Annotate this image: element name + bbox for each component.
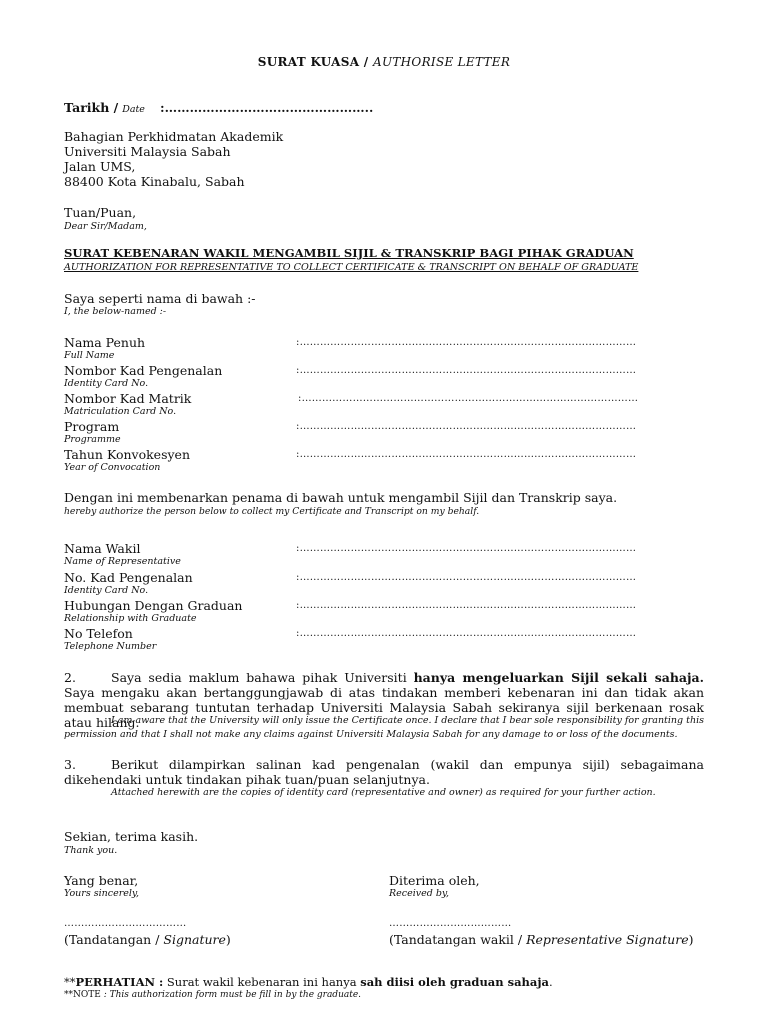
graduate-signature-label — [64, 932, 231, 947]
paragraph-3 — [64, 757, 704, 787]
paragraph-2-en — [64, 714, 704, 742]
paragraph-3-text: Berikut dilampirkan salinan kad pengenalan (wakil dan empunya sijil) sebagaimana dikehendaki untuk tindakan pihak tuan/puan selanjutnya. — [64, 757, 704, 787]
field-label-ic-number: Nombor Kad Pengenalan — [64, 363, 223, 378]
intro-text: Saya seperti nama di bawah :- — [64, 291, 256, 306]
title-bold: SURAT KUASA / — [257, 55, 369, 69]
salutation-en: Dear Sir/Madam, — [64, 221, 147, 232]
intro-text-en: I, the below-named :- — [64, 306, 167, 317]
field-label-convocation-year-en: Year of Convocation — [64, 462, 161, 473]
graduate-signature-label-pre: (Tandatangan / — [64, 932, 160, 947]
field-label-ic-number-en: Identity Card No. — [64, 378, 149, 389]
authorize-statement: Dengan ini membenarkan penama di bawah untuk mengambil Sijil dan Transkrip saya. — [64, 490, 618, 505]
rep-ic-field[interactable]: :……………………………………………………………………………………… — [296, 572, 637, 583]
attention-note-label: PERHATIAN : — [75, 975, 164, 989]
address-line-4: 88400 Kota Kinabalu, Sabah — [64, 174, 245, 189]
letter-heading-en: AUTHORIZATION FOR REPRESENTATIVE TO COLLECT CERTIFICATE & TRANSCRIPT ON BEHALF OF GRADUATE — [64, 262, 639, 273]
address-line-3: Jalan UMS, — [64, 159, 136, 174]
field-label-programme: Program — [64, 419, 120, 434]
ic-number-field[interactable]: :……………………………………………………………………………………… — [296, 365, 637, 376]
attention-note-en — [64, 990, 361, 1000]
representative-signature-label-en: Representative Signature — [526, 932, 689, 947]
paragraph-3-en-text: Attached herewith are the copies of identity card (representative and owner) as required for your further action. — [111, 787, 656, 798]
field-label-telephone: No Telefon — [64, 626, 133, 641]
representative-signature-field[interactable]: ……………………………… — [389, 918, 512, 929]
sign-right-label-en: Received by, — [389, 888, 450, 899]
sign-left-label: Yang benar, — [64, 873, 139, 888]
letter-heading: SURAT KEBENARAN WAKIL MENGAMBIL SIJIL & TRANSKRIP BAGI PIHAK GRADUAN — [64, 246, 634, 260]
full-name-field[interactable]: :……………………………………………………………………………………… — [296, 337, 637, 348]
representative-signature-label — [389, 932, 694, 947]
field-label-rep-ic-en: Identity Card No. — [64, 585, 149, 596]
attention-note-bold: sah diisi oleh graduan sahaja — [360, 975, 549, 989]
representative-signature-label-post: ) — [688, 932, 694, 947]
paragraph-3-en — [64, 786, 704, 800]
telephone-field[interactable]: :……………………………………………………………………………………… — [296, 628, 637, 639]
field-label-relationship: Hubungan Dengan Graduan — [64, 598, 243, 613]
field-label-matric-number: Nombor Kad Matrik — [64, 391, 192, 406]
field-label-full-name-en: Full Name — [64, 350, 115, 361]
closing-text-en: Thank you. — [64, 845, 118, 856]
field-label-programme-en: Programme — [64, 434, 121, 445]
graduate-signature-label-post: ) — [225, 932, 231, 947]
attention-note-pre: Surat wakil kebenaran ini hanya — [163, 975, 361, 989]
rep-name-field[interactable]: :……………………………………………………………………………………… — [296, 543, 637, 554]
graduate-signature-field[interactable]: ……………………………… — [64, 918, 187, 929]
paragraph-2-number: 2. — [64, 670, 76, 685]
attention-note-post: . — [548, 975, 553, 989]
field-label-matric-number-en: Matriculation Card No. — [64, 406, 177, 417]
paragraph-2-en-text: I am aware that the University will only issue the Certificate once. I declare that I bear sole responsibility for granting this permission and that I shall not make any claims against Universiti Malaysia Sabah for any damage to or loss of the documents. — [64, 715, 704, 740]
authorize-statement-en: hereby authorize the person below to collect my Certificate and Transcript on my behalf. — [64, 506, 480, 517]
attention-note-star: ** — [64, 975, 76, 989]
field-label-rep-name-en: Name of Representative — [64, 556, 181, 567]
field-label-full-name: Nama Penuh — [64, 335, 146, 350]
relationship-field[interactable]: :……………………………………………………………………………………… — [296, 600, 637, 611]
letter-title — [0, 55, 768, 69]
attention-note — [64, 975, 553, 989]
graduate-signature-label-en: Signature — [163, 932, 226, 947]
title-italic: AUTHORISE LETTER — [372, 55, 511, 69]
date-dots: :………………………………………….. — [160, 100, 374, 115]
field-label-relationship-en: Relationship with Graduate — [64, 613, 197, 624]
convocation-year-field[interactable]: :……………………………………………………………………………………… — [296, 449, 637, 460]
paragraph-2-text-bold: hanya mengeluarkan Sijil sekali sahaja. — [413, 670, 704, 685]
sign-right-label: Diterima oleh, — [389, 873, 480, 888]
salutation: Tuan/Puan, — [64, 205, 137, 220]
date-label: Tarikh / — [64, 100, 119, 115]
field-label-rep-name: Nama Wakil — [64, 541, 141, 556]
attention-note-en-label: **NOTE — [64, 990, 101, 1000]
address-line-1: Bahagian Perkhidmatan Akademik — [64, 129, 284, 144]
date-label-en: Date — [122, 104, 145, 115]
closing-text: Sekian, terima kasih. — [64, 829, 199, 844]
paragraph-3-number: 3. — [64, 757, 76, 772]
field-label-rep-ic: No. Kad Pengenalan — [64, 570, 193, 585]
address-line-2: Universiti Malaysia Sabah — [64, 144, 231, 159]
matric-number-field[interactable]: :……………………………………………………………………………………… — [298, 393, 639, 404]
field-label-convocation-year: Tahun Konvokesyen — [64, 447, 191, 462]
attention-note-en-text: : This authorization form must be fill in by the graduate. — [100, 990, 362, 1000]
paragraph-2-text-pre: Saya sedia maklum bahawa pihak Universiti — [111, 670, 414, 685]
sign-left-label-en: Yours sincerely, — [64, 888, 140, 899]
programme-field[interactable]: :……………………………………………………………………………………… — [296, 421, 637, 432]
date-line — [64, 100, 145, 115]
field-label-telephone-en: Telephone Number — [64, 641, 157, 652]
paragraph-2-text-post: Saya mengaku akan bertanggungjawab di atas tindakan memberi kebenaran ini dan tidak akan membuat sebarang tuntutan terhadap Universiti Malaysia Sabah sekiranya sijil berkenaan rosak atau hilang. — [64, 685, 704, 730]
representative-signature-label-pre: (Tandatangan wakil / — [389, 932, 523, 947]
